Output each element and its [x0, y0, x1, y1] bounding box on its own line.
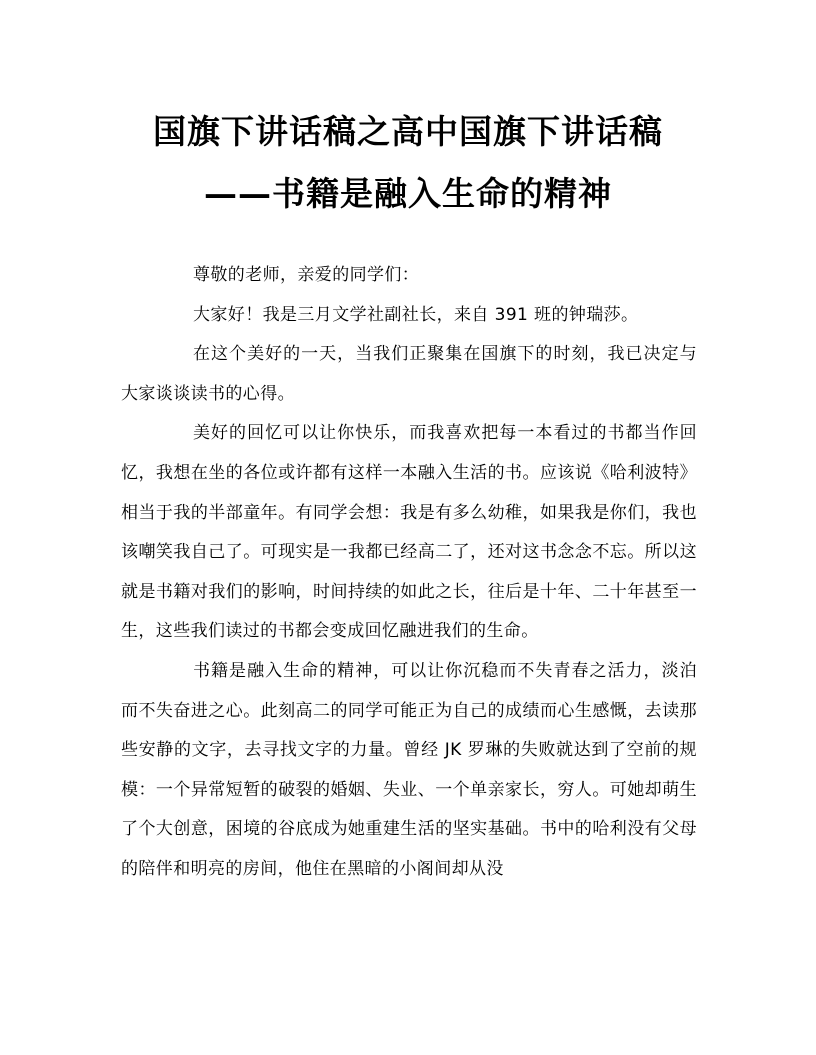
salutation-paragraph: 尊敬的老师，亲爱的同学们： — [193, 265, 420, 285]
document-title: 国旗下讲话稿之高中国旗下讲话稿 — [153, 112, 663, 151]
greeting-paragraph: 大家好！我是三月文学社副社长，来自 391 班的钟瑞莎。 — [193, 304, 639, 325]
document-body — [121, 256, 697, 890]
document-subtitle: ——书籍是融入生命的精神 — [204, 174, 612, 213]
body-paragraph: 美好的回忆可以让你快乐，而我喜欢把每一本看过的书都当作回忆，我想在坐的各位或许都有这样一本融入生活的书。应该说《哈利波特》相当于我的半部童年。有同学会想：我是有多么幼稚，如果我是你们，我也该嘲笑我自己了。可现实是一我都已经高二了，还对这书念念不忘。所以这就是书籍对我们的影响，时间持续的如此之长，往后是十年、二十年甚至一生，这些我们读过的书都会变成回忆融进我们的生命。 — [121, 423, 697, 642]
body-paragraph: 书籍是融入生命的精神，可以让你沉稳而不失青春之活力，淡泊而不失奋进之心。此刻高二的同学可能正为自己的成绩而心生感慨，去读那些安静的文字，去寻找文字的力量。曾经 JK 罗琳的失败就达到了空前的规模：一个异常短暂的破裂的婚姻、失业、一个单亲家长，穷人。可她却萌生了个大创意，困境的谷底成为她重建生活的坚实基础。书中的哈利没有父母的陪伴和明亮的房间，他住在黑暗的小阁间却从没 — [121, 660, 697, 879]
body-paragraph: 在这个美好的一天，当我们正聚集在国旗下的时刻，我已决定与大家谈谈读书的心得。 — [121, 344, 697, 404]
